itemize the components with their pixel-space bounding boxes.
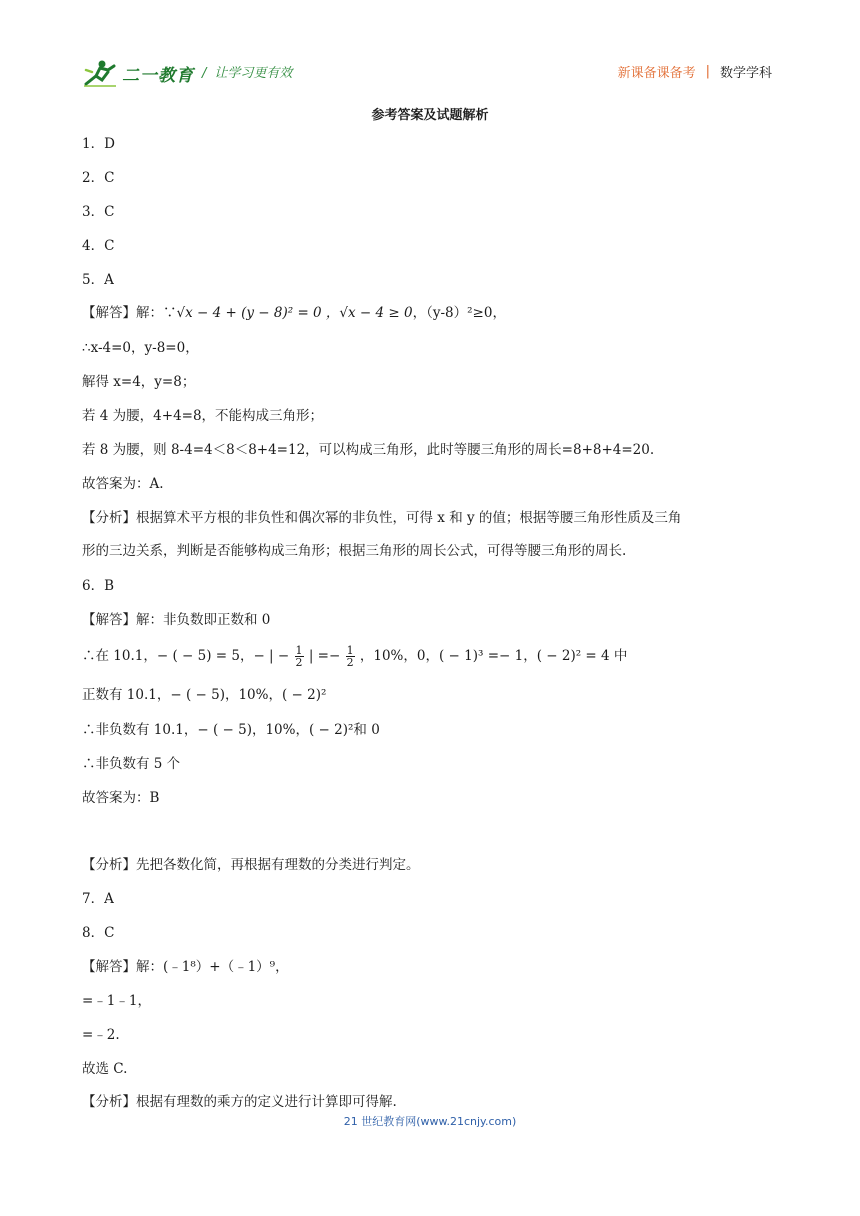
solution-5-line-4: 若 4 为腰，4+4=8，不能构成三角形；: [82, 408, 324, 424]
solution-6-line-4: ∴非负数有 10.1，− ( − 5)，10%，( − 2)²和 0: [82, 722, 380, 738]
solution-6-line-3: 正数有 10.1，− ( − 5)，10%，( − 2)²: [82, 687, 327, 703]
fraction-half-1: $\frac{1}{2}$: [295, 644, 303, 669]
header-separator: |: [705, 64, 710, 79]
answer-1: 1．D: [82, 136, 115, 152]
slogan: / 让学习更有效: [202, 66, 293, 81]
solution-5-line-3: 解得 x=4，y=8；: [82, 374, 196, 390]
solution-5-line-2: ∴x-4=0，y-8=0，: [82, 340, 199, 356]
page-header: [82, 58, 772, 92]
answer-4: 4．C: [82, 238, 115, 254]
logo: [82, 58, 194, 88]
header-right: [618, 62, 772, 81]
answer-2: 2．C: [82, 170, 115, 186]
solution-5-suffix: ，（y-8）²≥0，: [412, 305, 506, 321]
runner-logo-icon: [82, 58, 120, 88]
solution-8-line-2: =﹣1﹣1，: [82, 993, 151, 1009]
solution-5-line-6: 故答案为：A.: [82, 476, 164, 492]
answer-8: 8．C: [82, 925, 115, 941]
solution-8-line-4: 故选 C.: [82, 1061, 128, 1077]
analysis-8: 【分析】根据有理数的乘方的定义进行计算即可得解.: [82, 1094, 397, 1110]
analysis-5-line-2: 形的三边关系，判断是否能够构成三角形；根据三角形的周长公式，可得等腰三角形的周长.: [82, 543, 627, 559]
solution-6-part-b: | =−: [308, 648, 341, 664]
subject-label: 数学学科: [719, 66, 772, 81]
analysis-5-line-1: 【分析】根据算术平方根的非负性和偶次幂的非负性，可得 x 和 y 的值；根据等腰三角形性质及三角: [82, 510, 682, 526]
logo-text: 二一教育: [122, 65, 194, 86]
solution-5-line-5: 若 8 为腰，则 8-4=4＜8＜8+4=12，可以构成三角形，此时等腰三角形的周长=8+8+4=20.: [82, 442, 655, 458]
solution-6-line-2: [82, 645, 627, 668]
solution-6-line-5: ∴非负数有 5 个: [82, 756, 181, 772]
slogan-text: 让学习更有效: [214, 66, 293, 81]
solution-8-line-1: 【解答】解：(﹣1⁸）+（﹣1）⁹，: [82, 959, 289, 975]
solution-8-line-3: =﹣2.: [82, 1027, 120, 1043]
solution-5-prefix: 【解答】解：∵: [82, 305, 177, 321]
course-label: 新课备课备考: [617, 66, 696, 81]
answer-5: 5．A: [82, 272, 114, 288]
answer-3: 3．C: [82, 204, 115, 220]
answer-7: 7．A: [82, 891, 114, 907]
analysis-6: 【分析】先把各数化简，再根据有理数的分类进行判定。: [82, 857, 420, 873]
fraction-half-2: $\frac{1}{2}$: [346, 644, 354, 669]
solution-5-equation: √x − 4 + (y − 8)² = 0 ，√x − 4 ≥ 0: [176, 305, 413, 321]
page-footer[interactable]: 21 世纪教育网(www.21cnjy.com): [343, 1115, 517, 1128]
answer-6: 6．B: [82, 578, 115, 594]
solution-6-line-6: 故答案为：B: [82, 790, 160, 806]
solution-6-line-1: 【解答】解：非负数即正数和 0: [82, 612, 271, 628]
solution-5-line-1: [82, 303, 506, 323]
solution-6-part-a: ∴在 10.1，− ( − 5) = 5，− | −: [82, 648, 290, 664]
page-title: 参考答案及试题解析: [371, 108, 489, 123]
solution-6-part-c: ，10%，0，( − 1)³ =− 1，( − 2)² = 4 中: [359, 648, 628, 664]
